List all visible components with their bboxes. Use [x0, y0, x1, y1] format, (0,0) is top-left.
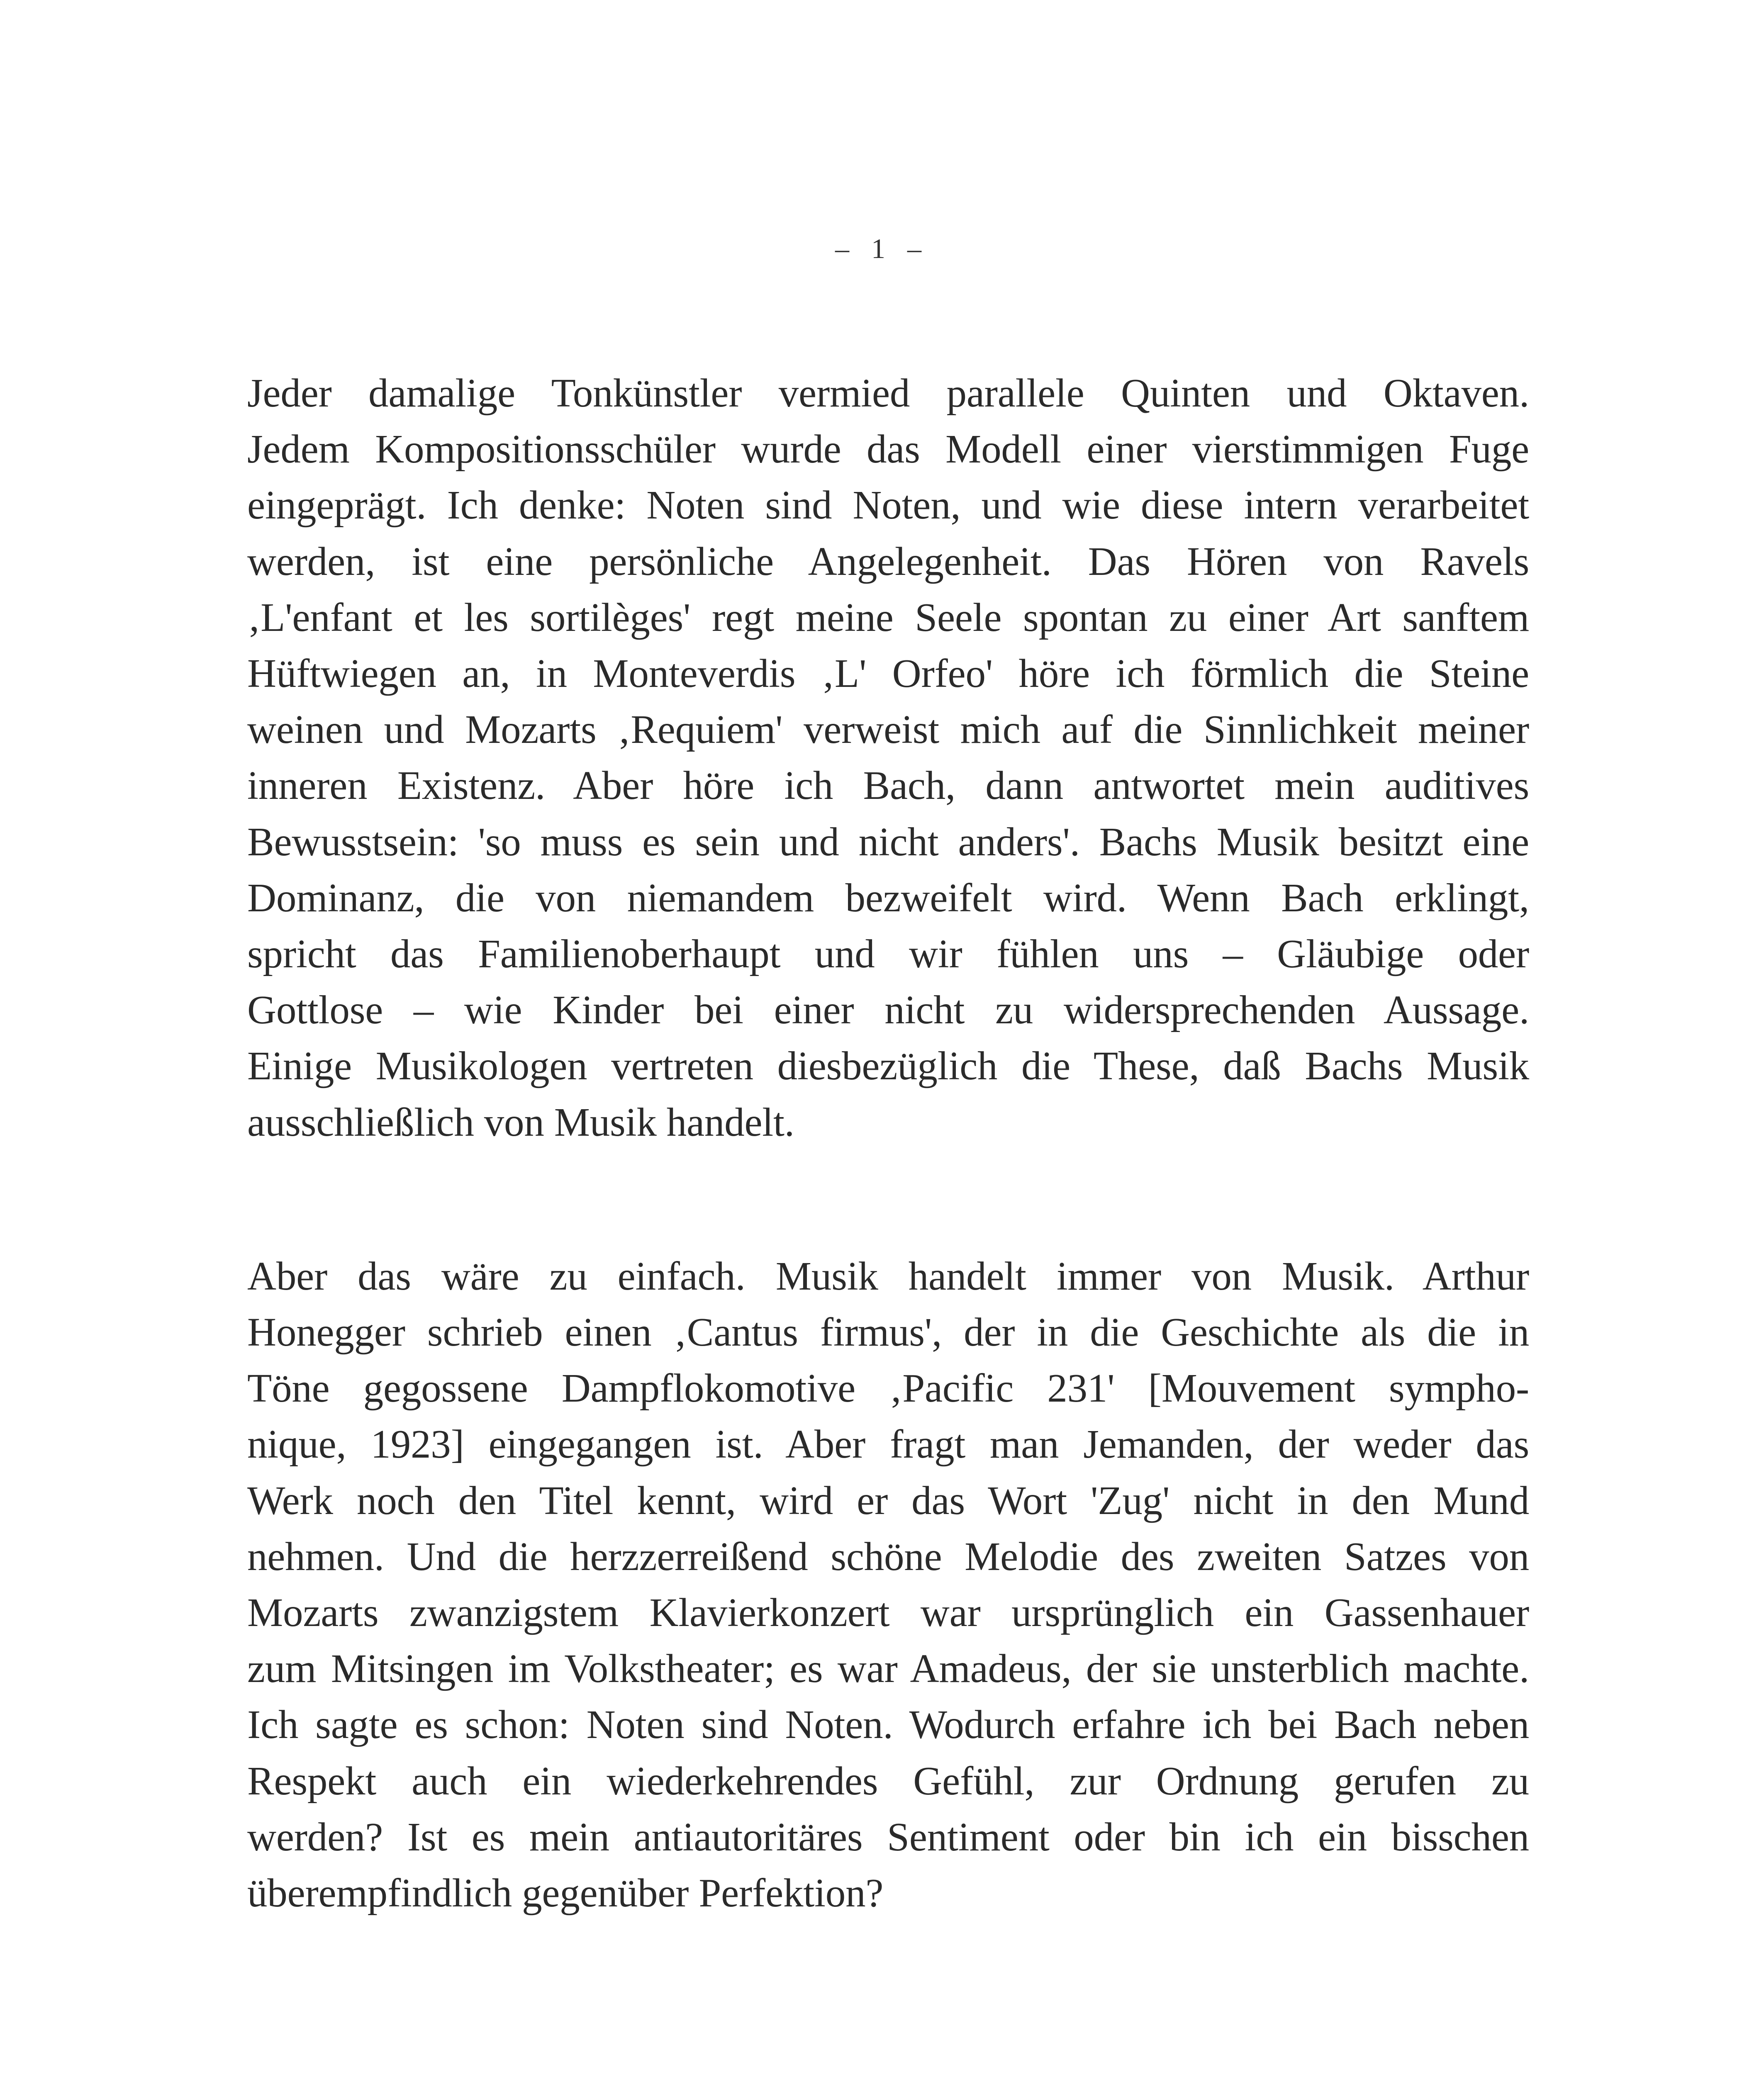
text-line: Einige Musikologen vertreten diesbezüglich die These, daß Bachs Musik [247, 1044, 1529, 1088]
paragraph-1 [247, 365, 1529, 1150]
text-line: Ich sagte es schon: Noten sind Noten. Wodurch erfahre ich bei Bach neben [247, 1702, 1529, 1747]
text-line: ausschließlich von Musik handelt. [247, 1100, 794, 1144]
text-line: Bewusstsein: 'so muss es sein und nicht anders'. Bachs Musik besitzt eine [247, 819, 1529, 864]
text-line: eingeprägt. Ich denke: Noten sind Noten, und wie diese intern verarbeitet [247, 483, 1529, 528]
text-line: spricht das Familienoberhaupt und wir fühlen uns – Gläubige oder [247, 932, 1529, 976]
text-line: Jedem Kompositionsschüler wurde das Modell einer vierstimmigen Fuge [247, 427, 1529, 472]
text-line: Jeder damalige Tonkünstler vermied parallele Quinten und Oktaven. [247, 371, 1529, 415]
text-line: Hüftwiegen an, in Monteverdis ‚L' Orfeo' höre ich förmlich die Steine [247, 651, 1529, 696]
text-line: Gottlose – wie Kinder bei einer nicht zu widersprechenden Aussage. [247, 988, 1529, 1032]
text-line: Mozarts zwanzigstem Klavierkonzert war ursprünglich ein Gassenhauer [247, 1590, 1529, 1635]
text-line: Aber das wäre zu einfach. Musik handelt immer von Musik. Arthur [247, 1254, 1529, 1298]
text-line: Töne gegossene Dampflokomotive ‚Pacific 231' [Mouvement sympho- [247, 1366, 1529, 1411]
text-line: Werk noch den Titel kennt, wird er das Wort 'Zug' nicht in den Mund [247, 1478, 1529, 1523]
section-number: – 1 – [835, 233, 929, 264]
paragraph-gap [247, 1150, 1529, 1248]
text-line: werden, ist eine persönliche Angelegenheit. Das Hören von Ravels [247, 539, 1529, 584]
text-line: Respekt auch ein wiederkehrendes Gefühl, zur Ordnung gerufen zu [247, 1758, 1529, 1803]
text-line: nehmen. Und die herzzerreißend schöne Melodie des zweiten Satzes von [247, 1534, 1529, 1579]
text-line: Dominanz, die von niemandem bezweifelt wird. Wenn Bach erklingt, [247, 875, 1529, 920]
text-line: zum Mitsingen im Volkstheater; es war Amadeus, der sie unsterblich machte. [247, 1646, 1529, 1691]
text-line: werden? Ist es mein antiautoritäres Sentiment oder bin ich ein bisschen [247, 1814, 1529, 1859]
text-line: Honegger schrieb einen ‚Cantus firmus', der in die Geschichte als die in [247, 1310, 1529, 1355]
body-text [247, 365, 1529, 1921]
text-line: ‚L'enfant et les sortilèges' regt meine Seele spontan zu einer Art sanftem [247, 595, 1529, 640]
text-line: überempfindlich gegenüber Perfektion? [247, 1871, 884, 1916]
text-line: inneren Existenz. Aber höre ich Bach, dann antwortet mein auditives [247, 763, 1529, 808]
text-line: nique, 1923] eingegangen ist. Aber fragt man Jemanden, der weder das [247, 1422, 1529, 1467]
paragraph-2 [247, 1248, 1529, 1921]
text-line: weinen und Mozarts ‚Requiem' verweist mich auf die Sinnlichkeit meiner [247, 707, 1529, 752]
